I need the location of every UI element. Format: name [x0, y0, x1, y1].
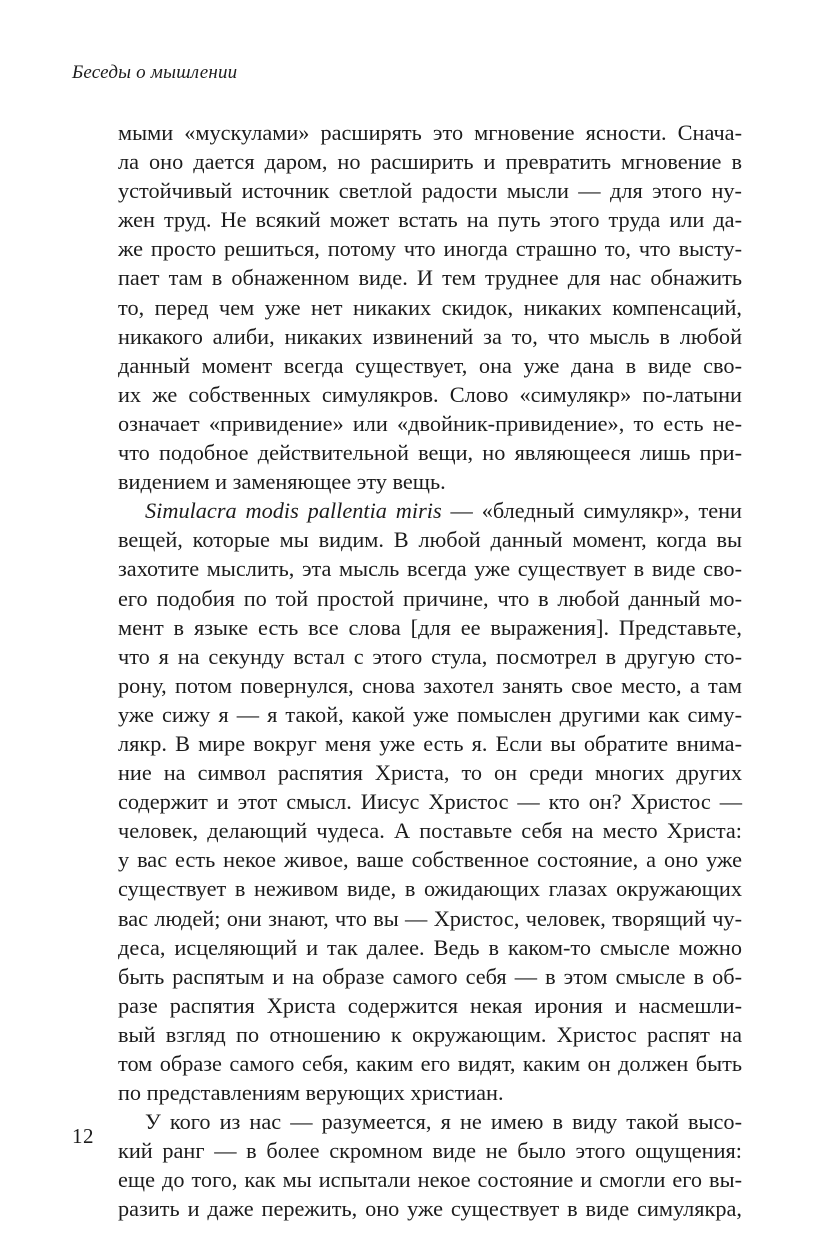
text-line: мент в языке есть все слова [для ее выражения]. Представьте, [118, 614, 742, 640]
text-line: У кого из нас — разумеется, я не имею в виду такой высо- [145, 1109, 742, 1135]
text-line: существует в неживом виде, в ожидающих глазах окружающих [118, 876, 742, 902]
text-line: то, перед чем уже нет никаких скидок, никаких компенсаций, [118, 294, 742, 320]
text-line: деса, исцеляющий и так далее. Ведь в каком-то смысле можно [118, 934, 742, 960]
text-line: его подобия по той простой причине, что в любой данный мо- [118, 585, 742, 611]
text-line: содержит и этот смысл. Иисус Христос — кто он? Христос — [118, 789, 742, 815]
text-line: лякр. В мире вокруг меня уже есть я. Если вы обратите внима- [118, 730, 742, 756]
text-line-rest: — «бледный симулякр», тени [441, 498, 742, 524]
text-line: что подобное действительной вещи, но являющееся лишь при- [118, 440, 742, 466]
text-line: данный момент всегда существует, она уже дана в виде сво- [118, 352, 742, 378]
text-line: захотите мыслить, эта мысль всегда уже существует в виде сво- [118, 556, 742, 582]
running-title: Беседы о мышлении [72, 62, 238, 83]
text-line: кий ранг — в более скромном виде не было этого ощущения: [118, 1138, 742, 1164]
text-line: жен труд. Не всякий может встать на путь этого труда или да- [118, 207, 742, 233]
text-line: ние на символ распятия Христа, то он среди многих других [118, 760, 742, 786]
text-line: мыми «мускулами» расширять это мгновение ясности. Снача- [118, 120, 742, 145]
text-line: по представлениям верующих христиан. [118, 1080, 504, 1106]
text-line: что я на секунду встал с этого стула, посмотрел в другую сто- [118, 643, 742, 669]
text-line: человек, делающий чудеса. А поставьте себя на место Христа: [118, 818, 742, 844]
text-line: никакого алиби, никаких извинений за то, что мысль в любой [118, 323, 742, 349]
latin-quotation: Simulacra modis pallentia miris [145, 498, 442, 524]
text-line: вый взгляд по отношению к окружающим. Христос распят на [118, 1021, 742, 1047]
text-line: устойчивый источник светлой радости мысли — для этого ну- [118, 178, 742, 204]
text-line: же просто решиться, потому что иногда страшно то, что высту- [118, 236, 742, 262]
text-line: том образе самого себя, каким его видят, каким он должен быть [118, 1051, 742, 1076]
body-text [118, 118, 742, 1224]
text-line: еще до того, как мы испытали некое состояние и смогли его вы- [118, 1167, 742, 1193]
text-line-with-italic-lead [118, 496, 742, 525]
page-number: 12 [72, 1124, 94, 1148]
text-line: означает «привидение» или «двойник-привидение», то есть не- [118, 410, 742, 436]
text-line: вещей, которые мы видим. В любой данный момент, когда вы [118, 527, 742, 553]
text-line: уже сижу я — я такой, какой уже помыслен другими как симу- [118, 701, 742, 727]
text-line: разить и даже пережить, оно уже существует в виде симулякра, [118, 1196, 742, 1222]
text-line: у вас есть некое живое, ваше собственное состояние, а оно уже [118, 847, 742, 873]
text-line: вас людей; они знают, что вы — Христос, человек, творящий чу- [118, 905, 742, 931]
text-line: ла оно дается даром, но расширить и превратить мгновение в [118, 149, 742, 175]
text-line: разе распятия Христа содержится некая ирония и насмешли- [118, 992, 742, 1018]
text-line: быть распятым и на образе самого себя — в этом смысле в об- [118, 963, 742, 989]
text-line: пает там в обнаженном виде. И тем труднее для нас обнажить [118, 265, 742, 291]
text-line: видением и заменяющее эту вещь. [118, 469, 446, 495]
text-line: рону, потом повернулся, снова захотел занять свое место, а там [118, 672, 742, 698]
text-line: их же собственных симулякров. Слово «симулякр» по-латыни [118, 381, 742, 407]
